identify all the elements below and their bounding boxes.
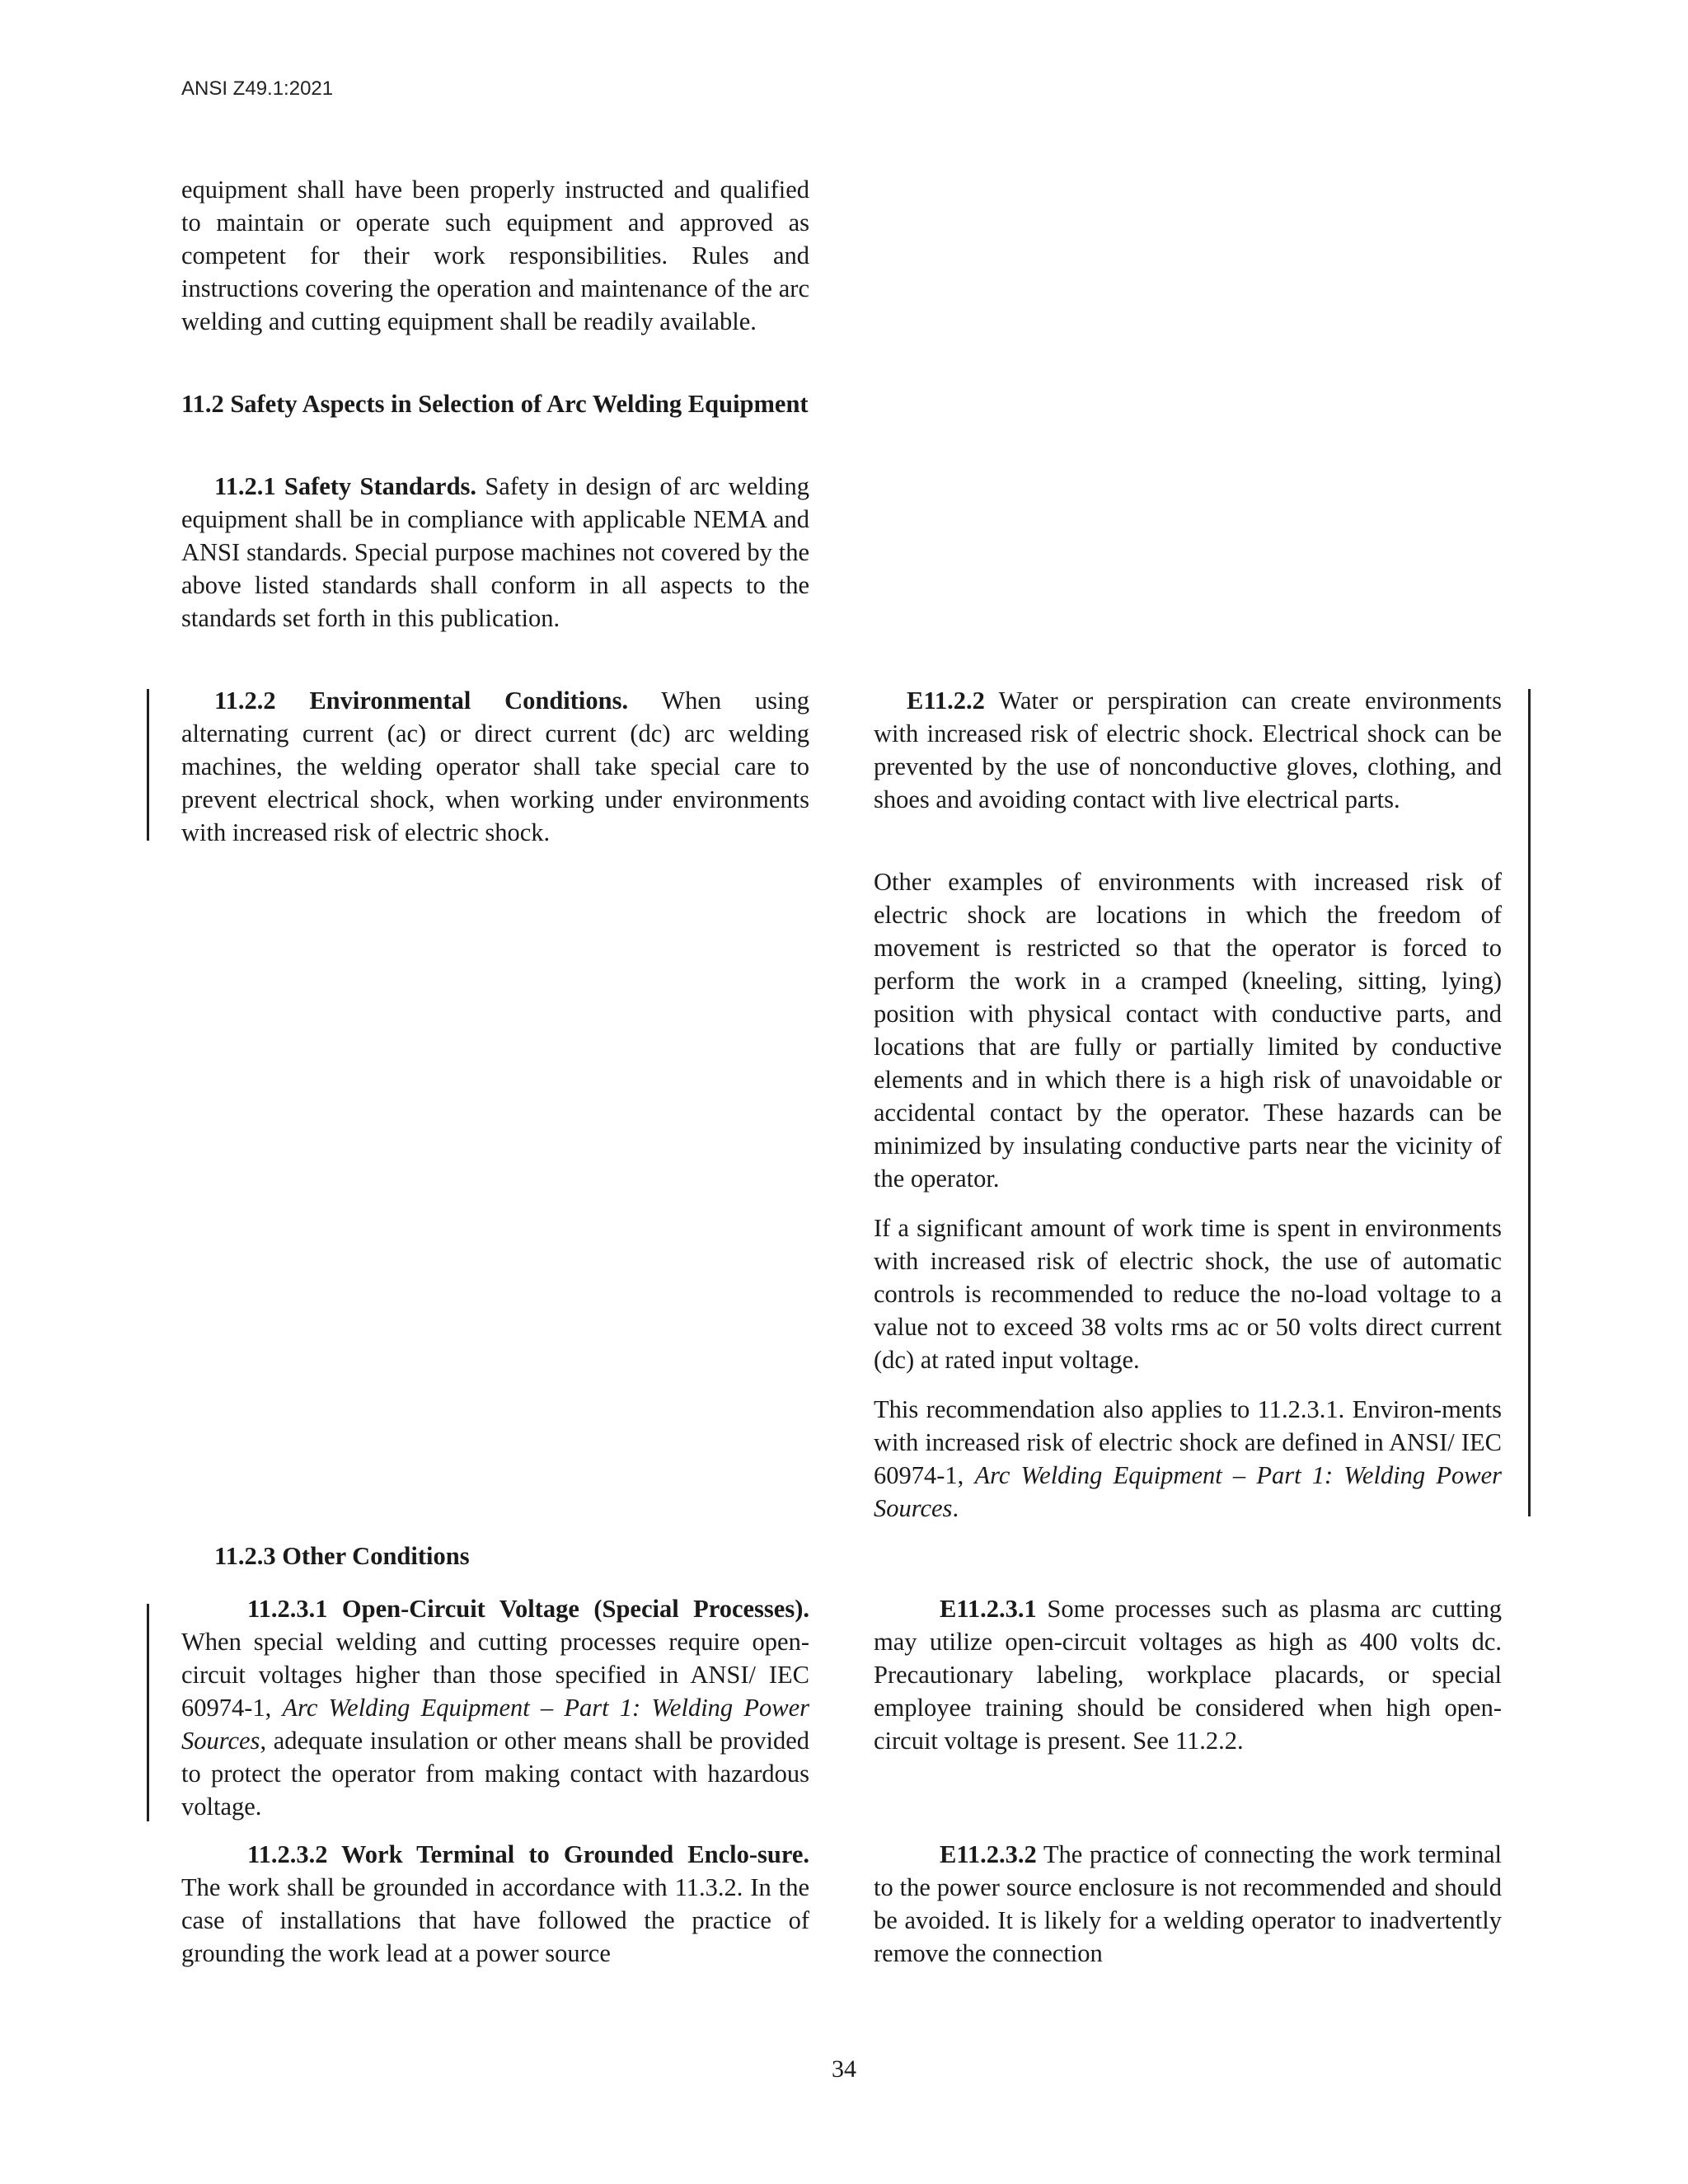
publication-title: Arc Welding Equipment – Part 1: Welding Power Sources	[181, 1694, 809, 1755]
paragraph-text: This recommendation also applies to 11.2.3.1. Environ-ments with increased risk of electric shock are defined in ANSI/ IEC 60974-1,	[874, 1395, 1502, 1489]
section-title: 11.2.2 Environmental Conditions.	[214, 687, 629, 715]
explanatory-e11-2-3-1	[874, 1592, 1502, 1757]
change-bar-left-11-2-3-1	[147, 1604, 149, 1821]
section-title: 11.2.1 Safety Standards.	[214, 472, 477, 500]
section-11-2-3-2	[181, 1838, 809, 1970]
section-text: When using alternating current (ac) or direct current (dc) arc welding machines, the welding operator shall take special care to prevent electrical shock, when working under environments with increased risk of electric shock.	[181, 687, 809, 846]
section-heading-11-2: 11.2 Safety Aspects in Selection of Arc Welding Equipment	[181, 390, 809, 418]
page-header: ANSI Z49.1:2021	[181, 77, 334, 100]
change-bar-left-11-2-2	[147, 689, 149, 841]
explanatory-text: Some processes such as plasma arc cutting may utilize open-circuit voltages as high as 400 volts dc. Precautionary labeling, workplace placards, or special employee training should be considered when high open-circuit voltage is present. See 11.2.2.	[874, 1595, 1502, 1755]
explanatory-e11-2-3-2	[874, 1838, 1502, 1970]
paragraph-text: .	[952, 1494, 959, 1522]
section-title: 11.2.3.1 Open-Circuit Voltage (Special Processes).	[247, 1595, 809, 1623]
explanatory-text: The practice of connecting the work terminal to the power source enclosure is not recommended and should be avoided. It is likely for a welding operator to inadvertently remove the connection	[874, 1840, 1502, 1967]
section-text: The work shall be grounded in accordance with 11.3.2. In the case of installations that have followed the practice of grounding the work lead at a power source	[181, 1873, 809, 1967]
section-11-2-1	[181, 470, 809, 635]
section-text: , adequate insulation or other means shall be provided to protect the operator from making contact with hazardous voltage.	[181, 1727, 809, 1821]
paragraph-recommendation	[874, 1393, 1502, 1525]
publication-title: Arc Welding Equipment – Part 1: Welding Power Sources	[874, 1461, 1502, 1522]
section-11-2-3-1	[181, 1592, 809, 1823]
section-text: Safety in design of arc welding equipment shall be in compliance with applicable NEMA and ANSI standards. Special purpose machines not covered by the above listed standards shall conform in all aspects to the standards set forth in this publication.	[181, 472, 810, 632]
section-text: When special welding and cutting processes require open-circuit voltages higher than those specified in ANSI/ IEC 60974-1,	[181, 1628, 809, 1722]
explanatory-text: Water or perspiration can create environments with increased risk of electric shock. Electrical shock can be prevented by the use of nonconductive gloves, clothing, and shoes and avoiding contact with live electrical parts.	[874, 687, 1502, 813]
explanatory-title: E11.2.3.2	[940, 1840, 1037, 1868]
explanatory-title: E11.2.3.1	[940, 1595, 1037, 1623]
section-heading-11-2-3: 11.2.3 Other Conditions	[214, 1542, 470, 1570]
section-11-2-2	[181, 684, 809, 849]
section-title: 11.2.3.2 Work Terminal to Grounded Enclo-sure.	[247, 1840, 809, 1868]
explanatory-title: E11.2.2	[907, 687, 985, 715]
explanatory-e11-2-2	[874, 684, 1502, 816]
page-number: 34	[832, 2055, 856, 2083]
paragraph-intro: equipment shall have been properly instructed and qualified to maintain or operate such equipment and approved as competent for their work responsibilities. Rules and instructions covering the operation and maintenance of the arc welding and cutting equipment shall be readily available.	[181, 176, 809, 335]
change-bar-right-e11-2-2	[1528, 689, 1531, 1516]
paragraph-significant-work-time: If a significant amount of work time is spent in environments with increased risk of electric shock, the use of automatic controls is recommended to reduce the no-load voltage to a value not to exceed 38 volts rms ac or 50 volts direct current (dc) at rated input voltage.	[874, 1214, 1502, 1374]
paragraph-other-examples: Other examples of environments with increased risk of electric shock are locations in which the freedom of movement is restricted so that the operator is forced to perform the work in a cramped (kneeling, sitting, lying) position with physical contact with conductive parts, and locations that are fully or partially limited by conductive elements and in which there is a high risk of unavoidable or accidental contact by the operator. These hazards can be minimized by insulating conductive parts near the vicinity of the operator.	[874, 868, 1502, 1193]
